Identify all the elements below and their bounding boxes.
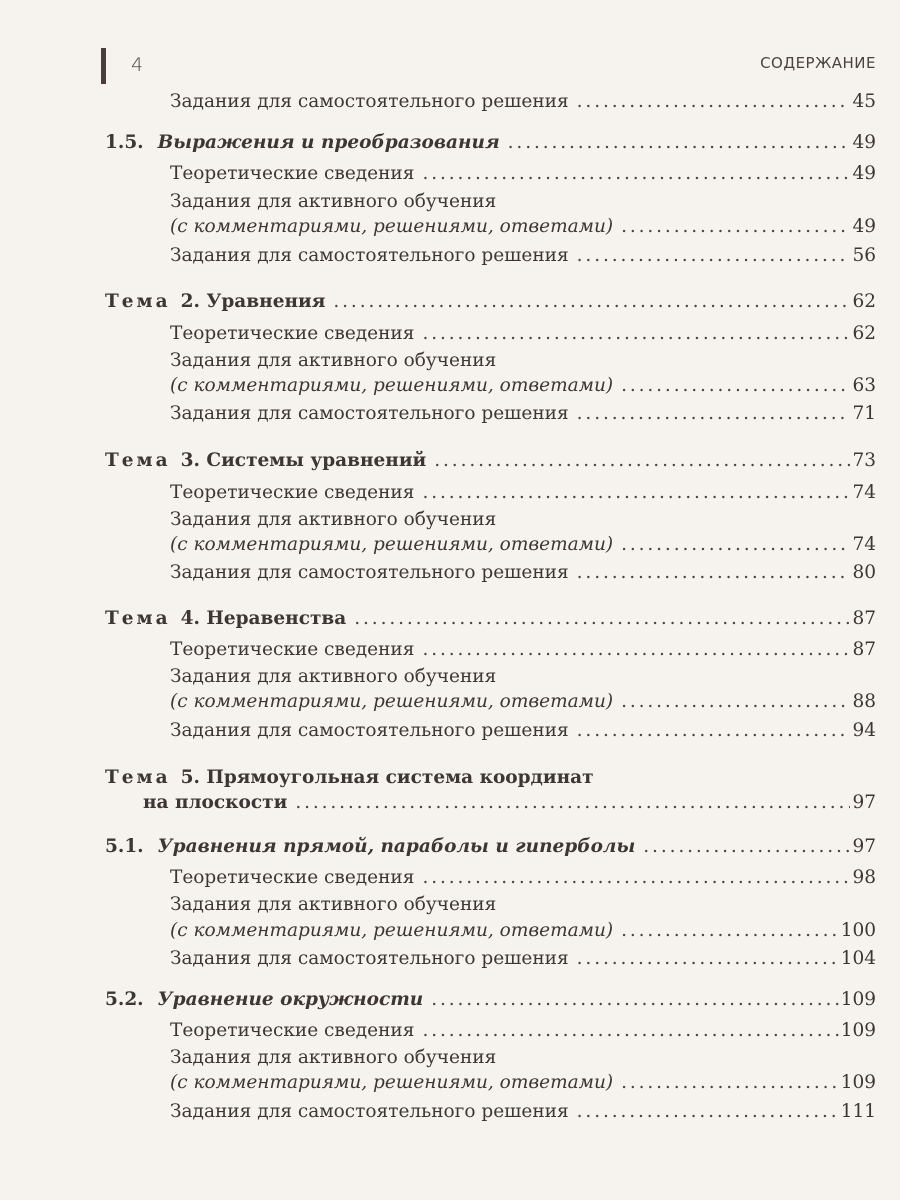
section-number: 5.1. xyxy=(105,836,144,857)
toc-entry-page: 71 xyxy=(852,403,876,424)
leader-dots xyxy=(422,638,850,662)
toc-entry-title: Задания для активного обучения xyxy=(170,350,497,371)
toc-entry-title: Теоретические сведения xyxy=(170,1020,415,1041)
section-number: 1.5. xyxy=(105,132,144,153)
toc-entry-title: Теоретические сведения xyxy=(170,482,415,503)
section-number: 5.2. xyxy=(105,989,144,1010)
toc-entry-title: (с комментариями, решениями, ответами) xyxy=(170,920,614,941)
toc-entry[interactable] xyxy=(170,349,876,373)
toc-entry-page: 94 xyxy=(852,720,876,741)
toc-section-heading[interactable] xyxy=(105,131,876,155)
leader-dots xyxy=(577,947,839,971)
toc-entry-page: 109 xyxy=(840,1072,876,1093)
leader-dots xyxy=(577,1100,839,1124)
toc-entry-page: 109 xyxy=(840,989,876,1010)
toc-entry-title: Задания для активного обучения xyxy=(170,894,497,915)
toc-entry[interactable] xyxy=(170,90,876,114)
toc-entry-title: 3. Системы уравнений xyxy=(180,450,427,471)
toc-entry-continuation[interactable] xyxy=(170,533,876,557)
leader-dots xyxy=(434,449,850,473)
toc-entry-page: 98 xyxy=(852,867,876,888)
toc-entry-title: Уравнения прямой, параболы и гиперболы xyxy=(157,836,636,857)
toc-entry-page: 49 xyxy=(852,163,876,184)
toc-entry-title: (с комментариями, решениями, ответами) xyxy=(170,1072,614,1093)
page-number: 4 xyxy=(131,54,144,76)
leader-dots xyxy=(333,290,850,314)
toc-topic-heading[interactable] xyxy=(105,766,876,790)
toc-entry-title: Задания для самостоятельного решения xyxy=(170,948,569,969)
toc-entry[interactable] xyxy=(170,1100,876,1124)
toc-entry-title: Теоретические сведения xyxy=(170,867,415,888)
toc-entry-title: Задания для активного обучения xyxy=(170,191,497,212)
toc-entry-title: Выражения и преобразования xyxy=(157,132,500,153)
leader-dots xyxy=(577,402,851,426)
topic-prefix: Тема xyxy=(105,608,171,629)
toc-entry[interactable] xyxy=(170,1019,876,1043)
toc-entry-title: Задания для самостоятельного решения xyxy=(170,562,569,583)
leader-dots xyxy=(295,791,850,815)
toc-entry-page: 100 xyxy=(840,920,876,941)
leader-dots xyxy=(621,533,850,557)
toc-topic-heading[interactable] xyxy=(105,449,876,473)
toc-section-heading[interactable] xyxy=(105,988,876,1012)
toc-entry-continuation[interactable] xyxy=(170,215,876,239)
toc-entry-title: Задания для самостоятельного решения xyxy=(170,403,569,424)
toc-entry-title: Задания для активного обучения xyxy=(170,666,497,687)
toc-entry[interactable] xyxy=(170,893,876,917)
toc-entry-page: 109 xyxy=(840,1020,876,1041)
toc-entry-title: Уравнение окружности xyxy=(157,989,424,1010)
toc-entry-page: 97 xyxy=(852,836,876,857)
toc-entry[interactable] xyxy=(170,190,876,214)
toc-entry-page: 56 xyxy=(852,245,876,266)
running-head: СОДЕРЖАНИЕ xyxy=(760,54,876,72)
leader-dots xyxy=(577,244,851,268)
toc-entry[interactable] xyxy=(170,481,876,505)
toc-entry-page: 111 xyxy=(840,1101,876,1122)
toc-entry-title: 5. Прямоугольная система координат xyxy=(180,767,594,788)
topic-prefix: Тема xyxy=(105,450,171,471)
toc-entry-title: Теоретические сведения xyxy=(170,163,415,184)
toc-entry[interactable] xyxy=(170,508,876,532)
toc-entry[interactable] xyxy=(170,638,876,662)
toc-entry-page: 80 xyxy=(852,562,876,583)
leader-dots xyxy=(621,1071,839,1095)
toc-entry[interactable] xyxy=(170,719,876,743)
toc-entry-title: Теоретические сведения xyxy=(170,323,415,344)
toc-entry-title: (с комментариями, решениями, ответами) xyxy=(170,691,614,712)
toc-entry[interactable] xyxy=(170,561,876,585)
toc-entry-title: Задания для активного обучения xyxy=(170,1047,497,1068)
toc-entry-page: 88 xyxy=(852,691,876,712)
toc-entry-continuation[interactable] xyxy=(170,919,876,943)
toc-entry-page: 87 xyxy=(852,639,876,660)
toc-entry-title: (с комментариями, решениями, ответами) xyxy=(170,375,614,396)
toc-entry-continuation[interactable] xyxy=(170,690,876,714)
toc-entry-page: 74 xyxy=(852,534,876,555)
toc-entry[interactable] xyxy=(170,162,876,186)
leader-dots xyxy=(431,988,838,1012)
toc-entry-title: Теоретические сведения xyxy=(170,639,415,660)
leader-dots xyxy=(577,561,851,585)
toc-topic-heading[interactable] xyxy=(105,607,876,631)
toc-entry-title: (с комментариями, решениями, ответами) xyxy=(170,216,614,237)
leader-dots xyxy=(422,1019,838,1043)
leader-dots xyxy=(577,90,851,114)
toc-entry[interactable] xyxy=(170,322,876,346)
leader-dots xyxy=(422,162,850,186)
toc-topic-heading[interactable] xyxy=(105,290,876,314)
toc-entry-page: 45 xyxy=(852,91,876,112)
leader-dots xyxy=(643,835,850,859)
header-rule xyxy=(101,48,106,84)
toc-entry-title: 4. Неравенства xyxy=(180,608,347,629)
leader-dots xyxy=(508,131,851,155)
toc-entry[interactable] xyxy=(170,244,876,268)
toc-entry-page: 104 xyxy=(840,948,876,969)
toc-entry-title: Задания для самостоятельного решения xyxy=(170,245,569,266)
toc-entry-title: Задания для самостоятельного решения xyxy=(170,720,569,741)
leader-dots xyxy=(621,215,850,239)
toc-entry-page: 74 xyxy=(852,482,876,503)
toc-entry-page: 49 xyxy=(852,132,876,153)
toc-entry-continuation[interactable] xyxy=(170,1071,876,1095)
toc-entry-page: 62 xyxy=(852,291,876,312)
toc-entry[interactable] xyxy=(170,665,876,689)
leader-dots xyxy=(422,481,850,505)
toc-entry[interactable] xyxy=(170,1046,876,1070)
toc-entry[interactable] xyxy=(170,866,876,890)
toc-section-heading[interactable] xyxy=(105,835,876,859)
toc-entry-continuation[interactable] xyxy=(143,791,876,815)
toc-entry-title: (с комментариями, решениями, ответами) xyxy=(170,534,614,555)
leader-dots xyxy=(422,322,850,346)
leader-dots xyxy=(621,919,839,943)
toc-entry-page: 73 xyxy=(852,450,876,471)
toc-entry[interactable] xyxy=(170,402,876,426)
toc-entry-title: Задания для самостоятельного решения xyxy=(170,91,569,112)
toc-entry-continuation[interactable] xyxy=(170,374,876,398)
leader-dots xyxy=(577,719,851,743)
topic-prefix: Тема xyxy=(105,767,171,788)
toc-entry-page: 49 xyxy=(852,216,876,237)
toc-entry-title: 2. Уравнения xyxy=(180,291,326,312)
leader-dots xyxy=(621,374,850,398)
toc-entry[interactable] xyxy=(170,947,876,971)
toc-entry-title: Задания для самостоятельного решения xyxy=(170,1101,569,1122)
leader-dots xyxy=(422,866,850,890)
topic-prefix: Тема xyxy=(105,291,171,312)
toc-entry-page: 97 xyxy=(852,792,876,813)
toc-entry-title: на плоскости xyxy=(143,792,288,813)
toc-entry-title: Задания для активного обучения xyxy=(170,509,497,530)
toc-entry-page: 62 xyxy=(852,323,876,344)
leader-dots xyxy=(621,690,850,714)
leader-dots xyxy=(354,607,850,631)
toc-entry-page: 63 xyxy=(852,375,876,396)
toc-entry-page: 87 xyxy=(852,608,876,629)
